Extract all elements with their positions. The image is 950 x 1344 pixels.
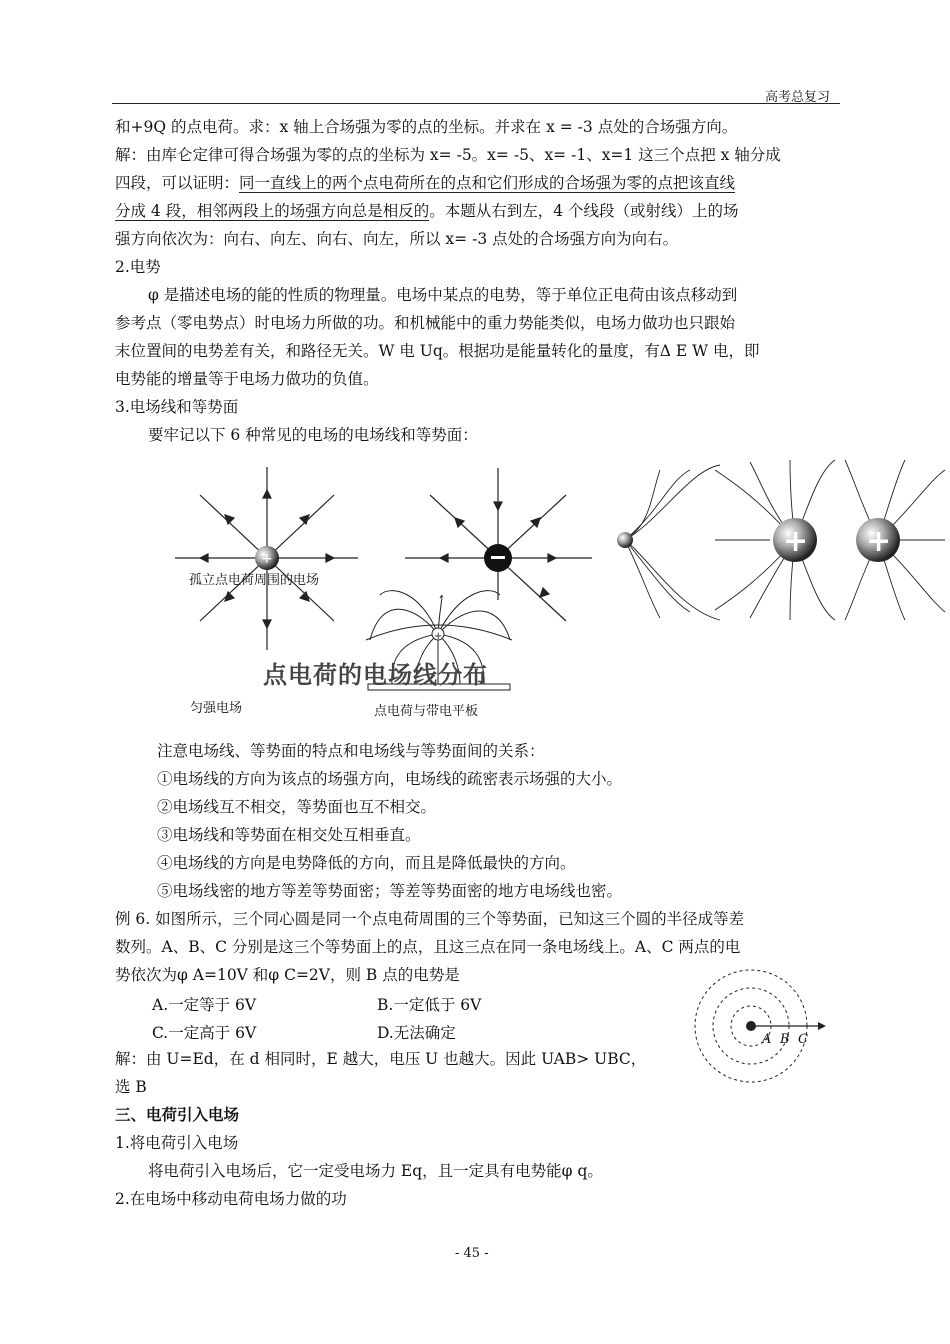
text-line: 势依次为φ A=10V 和φ C=2V，则 B 点的电势是: [115, 966, 460, 984]
underlined-text: 分成 4 段，相邻两段上的场强方向总是相反的: [115, 202, 430, 220]
point-label-c: C: [798, 1032, 808, 1047]
text-line: 四段，可以证明：同一直线上的两个点电荷所在的点和它们形成的合场强为零的点把该直线: [115, 174, 736, 192]
underlined-text: 同一直线上的两个点电荷所在的点和它们形成的合场强为零的点把该直线: [239, 174, 736, 192]
list-item: ③电场线和等势面在相交处互相垂直。: [157, 826, 421, 844]
figure-caption: 孤立点电荷周围的电场: [189, 573, 320, 588]
text-line: 分成 4 段，相邻两段上的场强方向总是相反的。本题从右到左，4 个线段（或射线）上的场: [115, 202, 739, 220]
option-d: D.无法确定: [377, 1024, 456, 1042]
section-heading: 3.电场线和等势面: [115, 398, 239, 416]
svg-text:+: +: [783, 524, 809, 559]
text-line: 选 B: [115, 1078, 147, 1096]
running-header: 高考总复习: [765, 90, 831, 105]
svg-text:+: +: [866, 524, 892, 559]
text-line: 注意电场线、等势面的特点和电场线与等势面间的关系：: [157, 742, 545, 760]
option-c: C.一定高于 6V: [152, 1024, 257, 1042]
list-item: ①电场线的方向为该点的场强方向，电场线的疏密表示场强的大小。: [157, 770, 623, 788]
text-line: 将电荷引入电场后，它一定受电场力 Eq，且一定具有电势能φ q。: [148, 1162, 603, 1180]
text-line: 解：由 U=Ed，在 d 相同时，E 越大，电压 U 也越大。因此 UAB> UBC，: [115, 1050, 647, 1068]
text-line: 和+9Q 的点电荷。求：x 轴上合场强为零的点的坐标。并求在 x = -3 点处的合场强方向。: [115, 118, 738, 136]
figure-watermark: 点电荷的电场线分布: [263, 661, 488, 689]
figure-caption: 点电荷与带电平板: [374, 704, 479, 719]
option-a: A.一定等于 6V: [152, 996, 257, 1014]
text-line: 例 6. 如图所示，三个同心圆是同一个点电荷周围的三个等势面，已知这三个圆的半径成等差: [115, 910, 745, 928]
text-line: 强方向依次为：向右、向左、向右、向左，所以 x= -3 点处的合场强方向为向右。: [115, 230, 679, 248]
text-line: 电势能的增量等于电场力做功的负值。: [115, 370, 379, 388]
section-heading: 2.电势: [115, 258, 161, 276]
list-item: ②电场线互不相交，等势面也互不相交。: [157, 798, 437, 816]
svg-text:+: +: [434, 631, 443, 642]
point-label-b: B: [780, 1032, 790, 1047]
svg-text:+: +: [261, 551, 273, 567]
list-item: ④电场线的方向是电势降低的方向，而且是降低最快的方向。: [157, 854, 576, 872]
text-line: 解：由库仑定律可得合场强为零的点的坐标为 x= -5。x= -5、x= -1、x=1 这三个点把 x 轴分成: [115, 146, 781, 164]
text-line: 数列。A、B、C 分别是这三个等势面上的点，且这三点在同一条电场线上。A、C 两点的电: [115, 938, 741, 956]
text-line: 末位置间的电势差有关，和路径无关。W 电 Uq。根据功是能量转化的量度，有Δ E W 电，即: [115, 342, 760, 360]
section-heading: 1.将电荷引入电场: [115, 1134, 239, 1152]
list-item: ⑤电场线密的地方等差等势面密；等差等势面密的地方电场线也密。: [157, 882, 623, 900]
text-line: 参考点（零电势点）时电场力所做的功。和机械能中的重力势能类似，电场力做功也只跟始: [115, 314, 736, 332]
text-line: 要牢记以下 6 种常见的电场的电场线和等势面：: [148, 426, 478, 444]
section-heading: 2.在电场中移动电荷电场力做的功: [115, 1190, 347, 1208]
figure-caption: 匀强电场: [190, 701, 243, 716]
option-b: B.一定低于 6V: [377, 996, 482, 1014]
text-line: φ 是描述电场的能的性质的物理量。电场中某点的电势，等于单位正电荷由该点移动到: [148, 286, 738, 304]
section-heading: 三、电荷引入电场: [115, 1105, 240, 1124]
point-label-a: A: [762, 1032, 772, 1047]
page-number: - 45 -: [455, 1246, 489, 1261]
